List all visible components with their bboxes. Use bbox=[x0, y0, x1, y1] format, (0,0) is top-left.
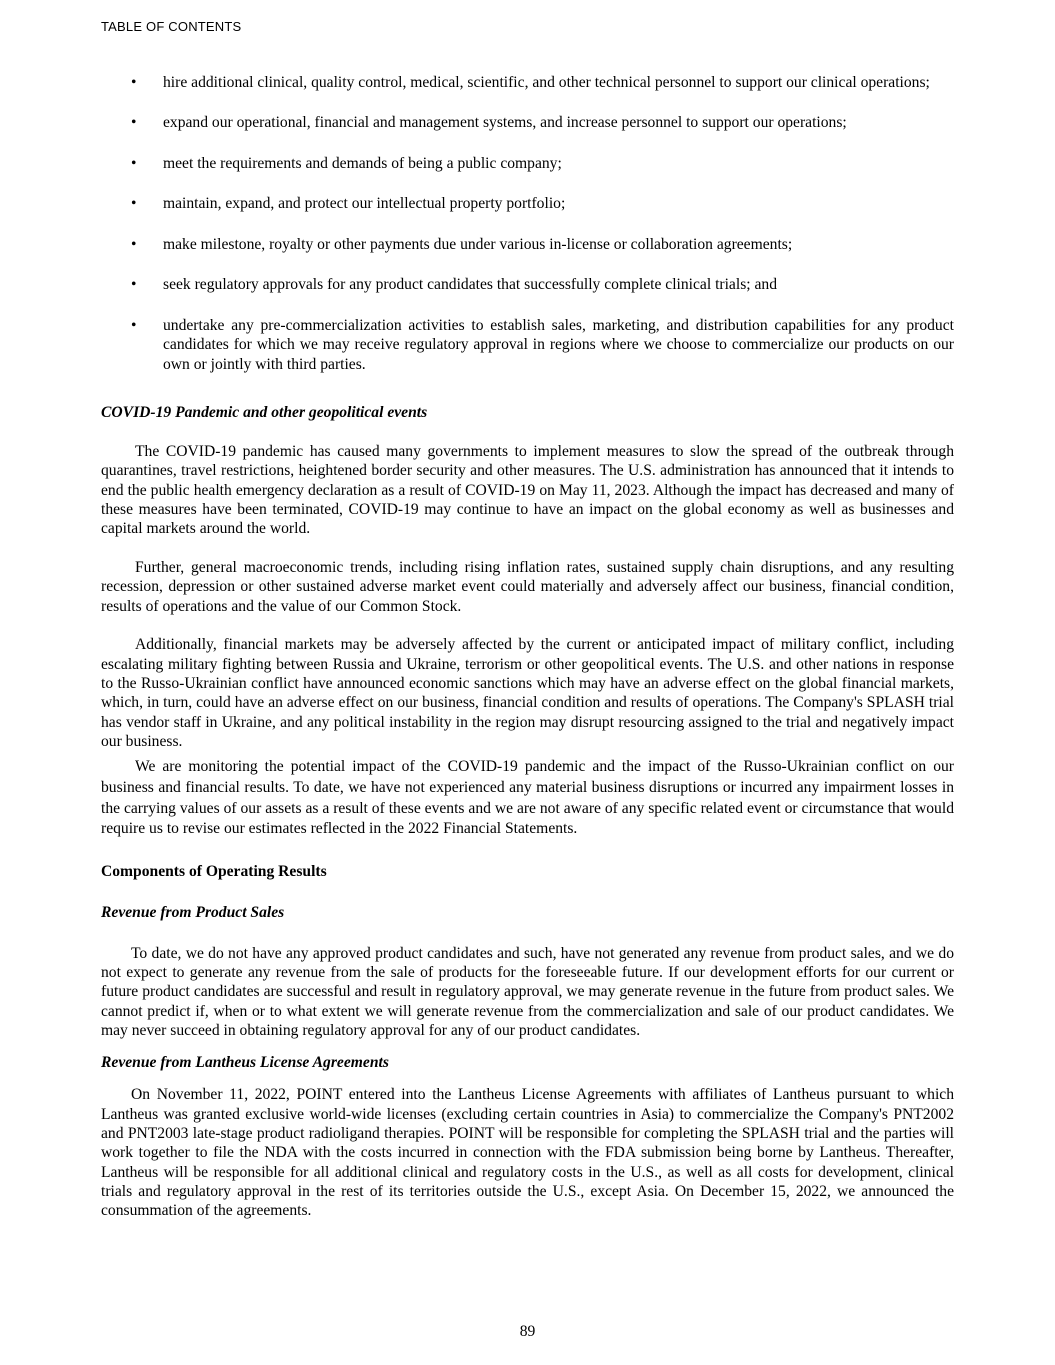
list-item bbox=[101, 154, 954, 173]
table-of-contents-link[interactable]: TABLE OF CONTENTS bbox=[101, 19, 242, 34]
bullet-marker: • bbox=[131, 316, 137, 334]
list-item-text: make milestone, royalty or other payments due under various in-license or collaboration agreements; bbox=[163, 235, 793, 253]
list-item-text: meet the requirements and demands of being a public company; bbox=[163, 154, 562, 172]
revenue-product-heading: Revenue from Product Sales bbox=[101, 904, 285, 922]
covid-paragraph-1: The COVID-19 pandemic has caused many governments to implement measures to slow the spread of the outbreak through quarantines, travel restrictions, heightened border security and other measures. The U.S. administration has announced that it intends to end the public health emergency declaration as a result of COVID-19 on May 11, 2023. Although the impact has decreased and many of these measures have been terminated, COVID-19 may continue to have an impact on the global economy as well as businesses and capital markets around the world. bbox=[101, 443, 954, 538]
bullet-marker: • bbox=[131, 195, 137, 213]
bullet-list bbox=[101, 73, 954, 374]
covid-paragraph-3: Additionally, financial markets may be adversely affected by the current or anticipated impact of military conflict, including escalating military fighting between Russia and Ukraine, terrorism or other geopolitical events. The U.S. and other nations in response to the Russo-Ukrainian conflict have announced economic sanctions which may have an adverse effect on the global financial markets, which, in turn, could have an adverse effect on our business, financial condition and results of operations. The Company's SPLASH trial has vendor staff in Ukraine, and any political instability in the region may disrupt resourcing assigned to the trial and negatively impact our business. bbox=[101, 636, 954, 750]
document-body bbox=[101, 73, 954, 1221]
list-item-text: seek regulatory approvals for any product candidates that successfully complete clinical trials; and bbox=[163, 276, 778, 294]
bullet-marker: • bbox=[131, 74, 137, 91]
list-item-text: undertake any pre-commercialization activities to establish sales, marketing, and distribution capabilities for any product candidates for which we may receive regulatory approval in regions where we choose to commercialize our products on our own or jointly with third parties. bbox=[163, 316, 954, 373]
list-item bbox=[101, 73, 954, 92]
bullet-marker: • bbox=[131, 154, 137, 172]
covid-paragraph-4: We are monitoring the potential impact of the COVID-19 pandemic and the impact of the Russo-Ukrainian conflict on our business and financial results. To date, we have not experienced any material business disruptions or incurred any impairment losses in the carrying values of our assets as a result of these events and we are not aware of any specific related event or circumstance that would require us to revise our estimates reflected in the 2022 Financial Statements. bbox=[101, 758, 954, 838]
list-item bbox=[101, 275, 954, 294]
bullet-marker: • bbox=[131, 235, 137, 253]
bullet-marker: • bbox=[131, 114, 137, 132]
bullet-marker: • bbox=[131, 276, 137, 294]
list-item bbox=[101, 194, 954, 213]
list-item-text: maintain, expand, and protect our intellectual property portfolio; bbox=[163, 195, 566, 213]
list-item-text: hire additional clinical, quality control, medical, scientific, and other technical personnel to support our clinical operations; bbox=[163, 74, 930, 91]
list-item bbox=[101, 113, 954, 132]
revenue-product-paragraph: To date, we do not have any approved product candidates and such, have not generated any revenue from product sales, and we do not expect to generate any revenue from the sale of products for the foreseeable future. If our development efforts for our current or future product candidates are successful and result in regulatory approval, we may generate revenue in the future from product sales. We cannot predict if, when or to what extent we will generate revenue from the commercialization and sale of our product candidates. We may never succeed in obtaining regulatory approval for any of our product candidates. bbox=[101, 944, 954, 1039]
covid-paragraph-2: Further, general macroeconomic trends, including rising inflation rates, sustained supply chain disruptions, and any resulting recession, depression or other sustained adverse market event could materially and adversely affect our business, financial condition, results of operations and the value of our Common Stock. bbox=[101, 559, 954, 615]
components-heading: Components of Operating Results bbox=[101, 863, 327, 881]
list-item bbox=[101, 235, 954, 254]
revenue-lantheus-heading: Revenue from Lantheus License Agreements bbox=[101, 1054, 389, 1072]
list-item-text: expand our operational, financial and management systems, and increase personnel to support our operations; bbox=[163, 114, 847, 132]
revenue-lantheus-paragraph: On November 11, 2022, POINT entered into the Lantheus License Agreements with affiliates of Lantheus pursuant to which Lantheus was granted exclusive world-wide licenses (excluding certain countries in Asia) to commercialize the Company's PNT2002 and PNT2003 late-stage product radioligand therapies. POINT will be responsible for completing the SPLASH trial and the parties will work together to file the NDA with the costs incurred in connection with the FDA submission being borne by Lantheus. Thereafter, Lantheus will be responsible for all additional clinical and regulatory costs in the U.S., as well as all costs for development, clinical trials and regulatory approval in the rest of its territories outside the U.S., except Asia. On December 15, 2022, we announced the consummation of the agreements. bbox=[101, 1086, 954, 1220]
page-number: 89 bbox=[519, 1323, 536, 1340]
covid-section-heading: COVID-19 Pandemic and other geopolitical events bbox=[101, 403, 428, 421]
list-item bbox=[101, 316, 954, 374]
